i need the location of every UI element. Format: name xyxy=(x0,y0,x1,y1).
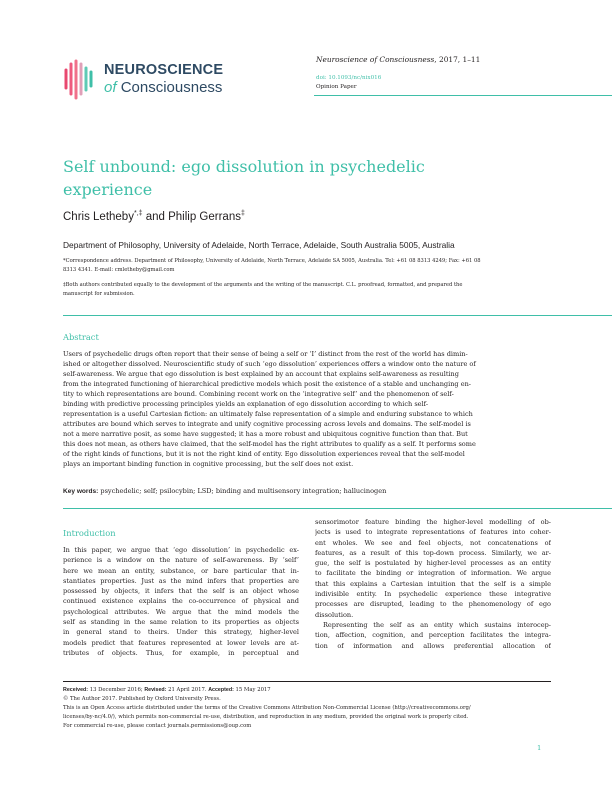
body-line: dissolution. xyxy=(315,610,354,619)
body-line: In this paper, we argue that ‘ego dissolution’ in psychedelic ex- xyxy=(63,546,299,554)
note-line: *Correspondence address. Department of Philosophy, University of Adelaide, North Terrace, Adelaide SA 5005, Australia. Tel: +61 08 8313 4249; Fax: +61 08 xyxy=(63,258,481,264)
body-line: indivisible entity. In psychedelic experience these integrative xyxy=(315,590,551,599)
license-line: licenses/by-nc/4.0/), which permits non-commercial re-use, distribution, and reproduction in any medium, provided the original work is properly cited. xyxy=(63,714,469,720)
author-1-marks: *,‡ xyxy=(133,210,143,217)
body-line: features, as a result of this top-down process. Similarly, we ar- xyxy=(315,548,551,557)
abstract-heading: Abstract xyxy=(63,332,99,342)
article-footer xyxy=(63,686,551,731)
accepted-date: 15 May 2017 xyxy=(233,687,271,693)
abstract-line: plays an important binding function in cognitive processing, but the self does not exist. xyxy=(63,460,354,469)
body-line: tion, affection, cognition, and perception facilitates the integra- xyxy=(315,631,551,640)
note-line: ‡Both authors contributed equally to the development of the arguments and the writing of the manuscript. C.L. proofread, formatted, and prepared the xyxy=(63,282,463,288)
body-line: continued existence explains the co-occurrence of physical and xyxy=(63,597,299,606)
body-line: models predict that features represented at lower levels are at- xyxy=(63,638,299,647)
paper-type: Opinion Paper xyxy=(316,84,357,90)
abstract-line: this does not mean, as others have claimed, that the self-model has the right attributes to qualify as a self. It performs some xyxy=(63,440,476,449)
body-line: stantiates properties. Just as the mind infers that properties are xyxy=(63,576,299,585)
journal-year-pages: , 2017, 1–11 xyxy=(434,55,481,64)
body-line: Representing the self as an entity which sustains interocep- xyxy=(323,620,551,629)
logo-subtitle xyxy=(104,79,222,96)
accepted-label: Accepted: xyxy=(208,687,234,693)
body-line: in general stand to theirs. Under this strategy, higher-level xyxy=(63,628,299,637)
revised-date: 21 April 2017. xyxy=(166,687,209,693)
received-date: 13 December 2016; xyxy=(88,687,145,693)
logo-title: NEUROSCIENCE xyxy=(104,62,224,78)
abstract-line: binding with predictive processing principles yields an explanation of ego dissolution according to which self- xyxy=(63,400,429,409)
license-line: This is an Open Access article distributed under the terms of the Creative Commons Attribution Non-Commercial License (http://creativecommons.org/ xyxy=(63,705,471,711)
body-line: ent wholes. We see and feel objects, not concatenations of xyxy=(315,538,551,547)
correspondence-note xyxy=(63,257,551,275)
keywords-list: psychedelic; self; psilocybin; LSD; binding and multisensory integration; hallucinogen xyxy=(98,487,387,495)
body-line: jects is used to integrate representations of features into coher- xyxy=(315,528,551,537)
abstract-line: self-awareness. We argue that ego dissolution is best explained by an account that explains self-awareness as resulting xyxy=(63,370,459,379)
journal-name: Neuroscience of Consciousness xyxy=(316,55,435,64)
title-line-1: Self unbound: ego dissolution in psychedelic xyxy=(63,157,425,176)
abstract-line: tity to which representations are bound. Combining recent work on the ‘integrative self’ and the phenomenon of self- xyxy=(63,390,454,399)
body-line: to facilitate the binding or integration of information. We argue xyxy=(315,569,551,578)
body-line: processes are disrupted, leading to the phenomenology of ego xyxy=(315,600,551,609)
abstract-body xyxy=(63,349,551,469)
body-line: that this explains a Cartesian intuition that the self is a simple xyxy=(315,579,551,588)
body-column-left xyxy=(63,545,299,658)
note-line: 8313 4341. E-mail: cmletheby@gmail.com xyxy=(63,266,175,273)
abstract-rule xyxy=(63,315,612,316)
contribution-note xyxy=(63,281,551,299)
body-line: here we mean an entity, substance, or bare particular that in- xyxy=(63,566,299,575)
body-line: tributes of objects. Thus, for example, in perceptual and xyxy=(63,648,299,657)
copyright-line: © The Author 2017. Published by Oxford University Press. xyxy=(63,696,221,702)
abstract-line: Users of psychedelic drugs often report that their sense of being a self or ‘I’ distinct from the rest of the world has dimin- xyxy=(63,350,468,358)
abstract-line: from the integrated functioning of hierarchical predictive models which posit the existence of a stable and unchanging en- xyxy=(63,380,471,389)
history-line xyxy=(63,686,551,695)
received-label: Received: xyxy=(63,687,89,693)
doi-link[interactable]: doi: 10.1093/nc/nix016 xyxy=(316,75,382,81)
header-rule xyxy=(314,95,612,96)
keywords-rule xyxy=(63,508,612,509)
author-list xyxy=(63,210,245,223)
title-line-2: experience xyxy=(63,180,153,199)
author-1: Chris Letheby xyxy=(63,210,134,223)
abstract-line: representation is a useful Cartesian fiction: an ultimately false representation of a simple and enduring substance to which xyxy=(63,410,473,419)
revised-label: Revised: xyxy=(144,687,167,693)
author-join: and Philip Gerrans xyxy=(142,210,241,223)
abstract-line: not a mere narrative posit, as some have suggested; it has a more robust and ubiquitous cognitive function than that. But xyxy=(63,430,468,439)
abstract-line: ished or altogether dissolved. Neuroscientific study of such ‘ego dissolution’ experiences offers a window onto the nature of xyxy=(63,360,476,369)
keywords-label: Key words: xyxy=(63,488,99,495)
body-line: perience is a window on the nature of self-awareness. By ‘self’ xyxy=(63,556,299,565)
body-line: sensorimotor feature binding the higher-level modelling of ob- xyxy=(315,518,551,526)
abstract-line: attributes are bound which serves to integrate and unify cognitive processing across levels and domains. The self-model is xyxy=(63,420,471,429)
keywords xyxy=(63,487,551,495)
body-line: tion of information and allows preferential allocation of xyxy=(315,641,551,650)
abstract-line: of the right kinds of functions, but it is not the right kind of entity. Ego dissolution experiences reveal that the self-model xyxy=(63,450,465,459)
footer-rule xyxy=(63,681,551,682)
affiliation: Department of Philosophy, University of Adelaide, North Terrace, Adelaide, South Australia 5005, Australia xyxy=(63,240,455,250)
journal-citation xyxy=(316,55,480,64)
logo-consciousness: Consciousness xyxy=(120,79,223,96)
page-number: 1 xyxy=(537,744,542,752)
license-line: For commercial re-use, please contact journals.permissions@oup.com xyxy=(63,723,252,729)
logo-of: of xyxy=(104,79,117,96)
body-line: possessed by objects, it infers that the self is an object whose xyxy=(63,587,299,596)
article-title xyxy=(63,155,533,201)
body-line: psychological attributes. We argue that the mind models the xyxy=(63,607,299,616)
body-line: gue, the self is postulated by higher-level processes as an entity xyxy=(315,559,551,568)
author-2-marks: ‡ xyxy=(240,210,245,217)
introduction-heading: Introduction xyxy=(63,528,116,538)
note-line: manuscript for submission. xyxy=(63,290,135,297)
body-line: self as standing in the same relation to its properties as objects xyxy=(63,618,299,627)
body-column-right xyxy=(315,517,551,651)
